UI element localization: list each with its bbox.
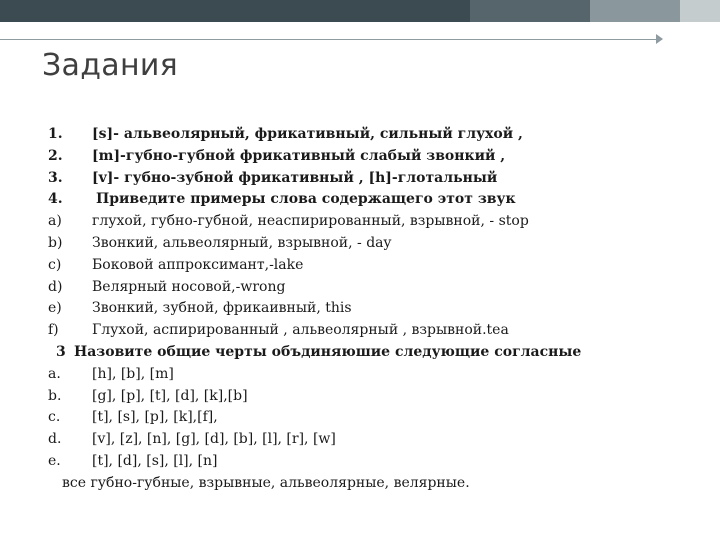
- list-item-text: Велярный носовой,-wrong: [92, 278, 286, 295]
- top-bar-segment: [0, 0, 470, 22]
- list-item-text: Звонкий, альвеолярный, взрывной, - day: [92, 234, 392, 251]
- list-item: [48, 429, 708, 451]
- list-marker: f): [48, 322, 59, 339]
- list-marker: 2.: [48, 147, 63, 164]
- list-item-text: [s]- альвеолярный, фрикативный, сильный глухой ,: [92, 126, 523, 142]
- top-bar-segment: [470, 0, 590, 22]
- list-item-text: [h], [b], [m]: [92, 365, 174, 382]
- list-item: [48, 277, 708, 299]
- list-item-text: [g], [p], [t], [d], [k],[b]: [92, 387, 248, 404]
- footer-text: все губно-губные, взрывные, альвеолярные, велярные.: [62, 474, 470, 491]
- list-item: [48, 211, 708, 233]
- list-marker: a.: [48, 365, 61, 382]
- list-item: [48, 298, 708, 320]
- divider-arrow-icon: [656, 34, 663, 44]
- list-marker: 3.: [48, 169, 63, 186]
- list-item: [48, 407, 708, 429]
- list-marker: b): [48, 234, 63, 251]
- top-bar-segment: [680, 0, 720, 22]
- list-item-text: [t], [d], [s], [l], [n]: [92, 452, 218, 469]
- list-marker: c): [48, 256, 62, 273]
- list-item-text: Глухой, аспирированный , альвеолярный , взрывной.tea: [92, 322, 509, 339]
- list-item-text: [m]-губно-губной фрикативный слабый звонкий ,: [92, 147, 506, 164]
- top-decorative-bar: [0, 0, 720, 22]
- list-item: [48, 255, 708, 277]
- list-marker: c.: [48, 409, 61, 426]
- list-item-text: глухой, губно-губной, неаспирированный, взрывной, - stop: [92, 213, 529, 230]
- list-item-text: Назовите общие черты объдиняюшие следующие согласные: [74, 343, 582, 360]
- list-item: [48, 189, 708, 211]
- list-item-text: [v], [z], [n], [g], [d], [b], [l], [r], [w]: [92, 431, 336, 448]
- list-marker: d): [48, 278, 63, 295]
- list-item-text: Звонкий, зубной, фрикаивный, this: [92, 300, 352, 317]
- list-item: [48, 364, 708, 386]
- list-item: [48, 386, 708, 408]
- list-item: [48, 451, 708, 473]
- list-marker: 4.: [48, 191, 63, 208]
- list-item: [48, 342, 708, 364]
- title-divider: [0, 39, 662, 40]
- task-list: [48, 124, 708, 495]
- slide-title: Задания: [42, 48, 179, 83]
- list-item-text: [v]- губно-зубной фрикативный , [h]-глотальный: [92, 169, 498, 186]
- list-item: [48, 124, 708, 146]
- list-item: [48, 320, 708, 342]
- list-item-text: Боковой аппроксимант,-lake: [92, 256, 304, 273]
- list-item: [48, 233, 708, 255]
- list-item: [48, 473, 708, 495]
- list-item-text: [t], [s], [p], [k],[f],: [92, 409, 218, 426]
- list-item: [48, 168, 708, 190]
- list-marker: e.: [48, 452, 61, 469]
- list-marker: a): [48, 213, 62, 230]
- list-marker: e): [48, 300, 62, 317]
- list-marker: d.: [48, 431, 62, 448]
- list-marker: 1.: [48, 126, 63, 142]
- list-item-text: Приведите примеры слова содержащего этот звук: [96, 191, 516, 208]
- top-bar-segment: [590, 0, 680, 22]
- list-item: [48, 146, 708, 168]
- list-marker: 3: [56, 343, 66, 360]
- list-marker: b.: [48, 387, 62, 404]
